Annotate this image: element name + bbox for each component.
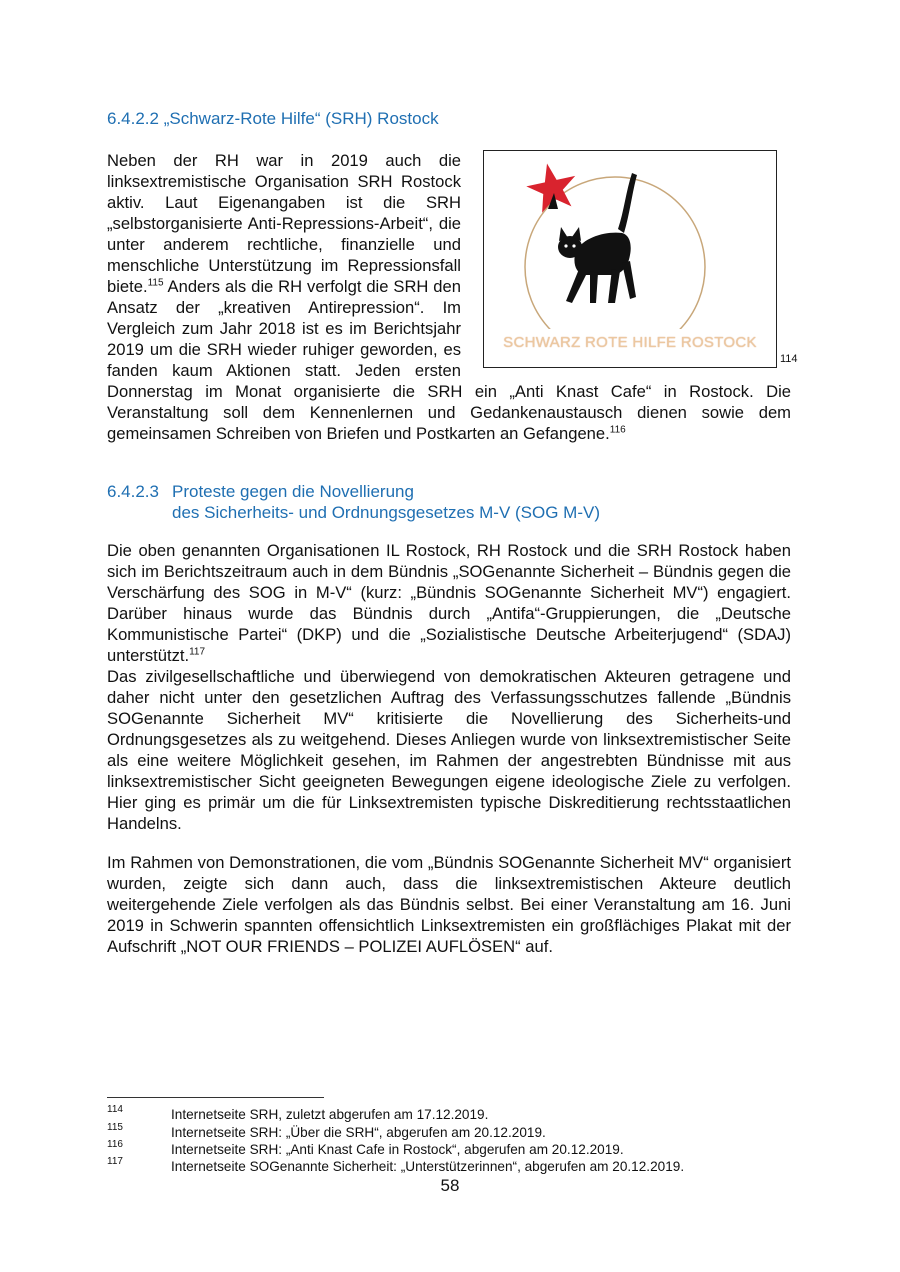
sog-text-1: Die oben genannten Organisationen IL Rostock, RH Rostock und die SRH Rostock haben sich im Berichtszeitraum auch in dem Bündnis „SOGenannte Sicherheit – Bündnis gegen die Verschärfung des SOG in M-V“ (kurz: „Bündnis SOGenannte Sicherheit MV“) engagiert. Darüber hinaus wurde das Bündnis durch „Antifa“-Gruppierungen, die „Deutsche Kommunistische Partei“ (DKP) und die „Sozialistische Deutsche Arbeiterjugend“ (SDAJ) unterstützt. [107, 541, 791, 665]
section-heading-6-4-2-2: 6.4.2.2 „Schwarz-Rote Hilfe“ (SRH) Rostock [107, 109, 439, 128]
footnote-text: Internetseite SOGenannte Sicherheit: „Unterstützerinnen“, abgerufen am 20.12.2019. [171, 1159, 685, 1174]
figure-footnote-ref: 114 [780, 353, 798, 365]
srh-logo-image [483, 150, 777, 368]
footnote-text: Internetseite SRH: „Anti Knast Cafe in Rostock“, abgerufen am 20.12.2019. [171, 1142, 624, 1157]
section-title-line-2: des Sicherheits- und Ordnungsgesetzes M-V (SOG M-V) [172, 503, 600, 522]
section-number: 6.4.2.3 [107, 482, 159, 501]
srh-text-2: Anders als die RH verfolgt die SRH den Ansatz der „kreativen Antirepression“. Im Vergleich zum Jahr 2018 ist es im Berichtsjahr 2019 um die SRH wieder ruhiger geworden, es fanden kaum Aktionen statt. Jeden ersten Donnerstag im Monat organisierte die SRH ein „Anti Knast Cafe“ in Rostock. Die Veranstaltung soll dem Kennenlernen und Gedankenaustausch dienen sowie dem gemeinsamen Schreiben von Briefen und Postkarten an Gefangene. [107, 277, 791, 443]
footnote-divider [107, 1097, 324, 1098]
footnote-number: 115 [107, 1122, 123, 1133]
sog-paragraph-1 [107, 540, 791, 666]
srh-text-1: Neben der RH war in 2019 auch die linksextremistische Organisation SRH Rostock aktiv. Laut Eigenangaben ist die SRH „selbstorganisierte Anti-Repressions-Arbeit“, die unter anderem rechtliche, finanzielle und menschliche Unterstützung im Repressionsfall biete. [107, 151, 461, 296]
srh-logo-wordmark: SCHWARZ ROTE HILFE ROSTOCK [503, 334, 757, 351]
footnote-number: 116 [107, 1139, 123, 1150]
srh-paragraph [107, 150, 798, 444]
footnote-text: Internetseite SRH: „Über die SRH“, abgerufen am 20.12.2019. [171, 1125, 546, 1140]
footnote-ref-116: 116 [609, 424, 626, 436]
footnote-115 [107, 1124, 807, 1141]
footnote-117 [107, 1158, 807, 1175]
footnote-ref-117: 117 [189, 646, 206, 658]
sog-paragraph-2: Das zivilgesellschaftliche und überwiegend von demokratischen Akteuren getragene und daher nicht unter den gesetzlichen Auftrag des Verfassungsschutzes fallende „Bündnis SOGenannte Sicherheit MV“ kritisierte die Novellierung des Sicherheits-und Ordnungsgesetzes als zu weitgehend. Dieses Anliegen wurde von linksextremistischer Seite als eine weitere Möglichkeit gesehen, im Rahmen der angestrebten Bündnisse mit aus linksextremistischer Sicht geeigneten Bewegungen eigene ideologische Ziele zu verfolgen. Hier ging es primär um die für Linksextremisten typische Diskreditierung rechtsstaatlichen Handelns. [107, 667, 791, 833]
footnote-number: 114 [107, 1104, 123, 1115]
footnote-text: Internetseite SRH, zuletzt abgerufen am 17.12.2019. [171, 1107, 489, 1122]
footnote-116 [107, 1141, 807, 1158]
section-heading-6-4-2-3 [107, 481, 600, 522]
srh-logo-figure [477, 150, 798, 372]
footnote-number: 117 [107, 1156, 123, 1167]
page-number: 58 [440, 1176, 460, 1195]
sog-paragraph-3: Im Rahmen von Demonstrationen, die vom „Bündnis SOGenannte Sicherheit MV“ organisiert wurden, zeigte sich dann auch, dass die linksextremistischen Akteure deutlich weitergehende Ziele verfolgen als das Bündnis selbst. Bei einer Veranstaltung am 16. Juni 2019 in Schwerin spannten offensichtlich Linksextremisten ein großflächiges Plakat mit der Aufschrift „NOT OUR FRIENDS – POLIZEI AUFLÖSEN“ auf. [107, 853, 791, 956]
section-title-line-1: Proteste gegen die Novellierung [172, 482, 414, 501]
footnote-114 [107, 1106, 807, 1123]
footnote-ref-115: 115 [147, 277, 164, 289]
